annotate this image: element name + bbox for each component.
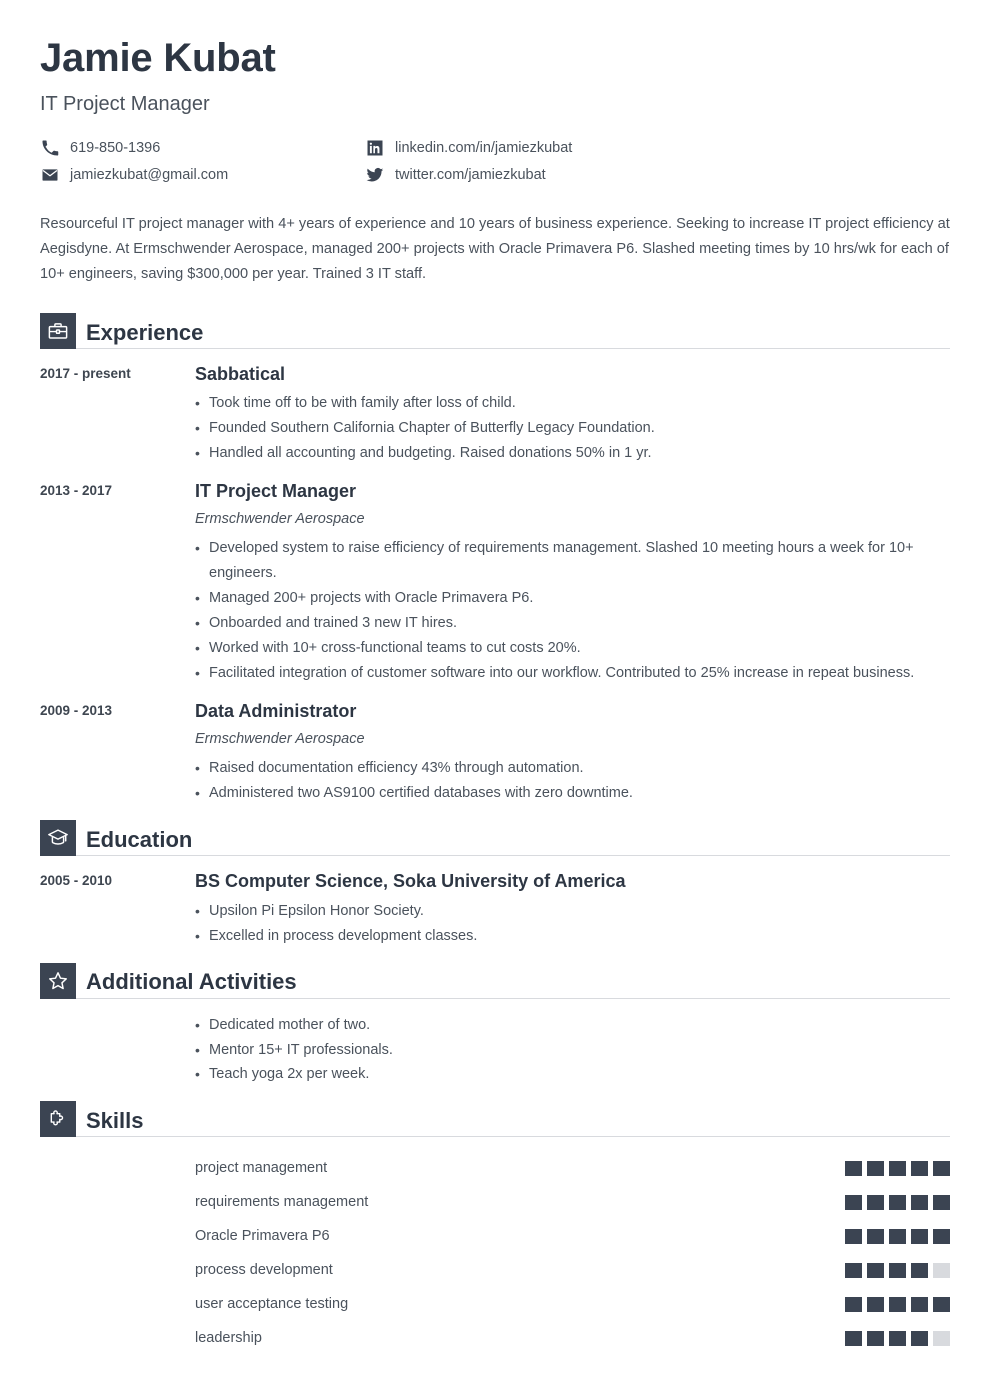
skill-dot: [933, 1161, 950, 1176]
skill-dot: [933, 1195, 950, 1210]
resume-header: [40, 36, 950, 186]
skill-dot: [911, 1263, 928, 1278]
skill-row: [195, 1287, 950, 1321]
skill-name: Oracle Primavera P6: [195, 1228, 330, 1245]
skill-dot: [845, 1297, 862, 1312]
skill-name: process development: [195, 1262, 333, 1279]
experience-entry: [40, 480, 950, 686]
skill-dot: [911, 1229, 928, 1244]
list-item: • Teach yoga 2x per week.: [195, 1062, 950, 1087]
section-title-skills: Skills: [86, 1108, 144, 1134]
section-experience: [40, 313, 950, 806]
entry-date: 2013 - 2017: [40, 483, 113, 499]
list-item: • Upsilon Pi Epsilon Honor Society.: [195, 899, 950, 924]
skill-dot: [845, 1161, 862, 1176]
twitter-icon: [365, 165, 385, 185]
skill-name: project management: [195, 1160, 328, 1177]
section-title-additional-activities: Additional Activities: [86, 969, 297, 995]
entry-title: BS Computer Science, Soka University of America: [195, 871, 626, 892]
phone-icon: [40, 138, 60, 158]
skill-row: [195, 1219, 950, 1253]
section-skills: [40, 1101, 950, 1355]
section-header-experience: [40, 313, 950, 349]
list-item: • Facilitated integration of customer software into our workflow. Contributed to 25% increase in repeat business.: [195, 661, 950, 686]
skill-dot: [867, 1161, 884, 1176]
skill-dot: [867, 1195, 884, 1210]
list-item: • Managed 200+ projects with Oracle Primavera P6.: [195, 586, 950, 611]
contact-phone-text: 619-850-1396: [70, 140, 161, 156]
education-entries: [40, 856, 950, 948]
entry-date: 2009 - 2013: [40, 703, 113, 719]
entry-bullets: [195, 756, 950, 806]
skill-dot: [867, 1331, 884, 1346]
section-education: [40, 820, 950, 948]
section-title-education: Education: [86, 827, 193, 853]
list-item: • Handled all accounting and budgeting. Raised donations 50% in 1 yr.: [195, 441, 950, 466]
skill-dot: [867, 1263, 884, 1278]
entry-bullets: [195, 391, 950, 466]
education-entry: [40, 870, 950, 948]
skill-dot: [867, 1229, 884, 1244]
skill-dot: [933, 1229, 950, 1244]
skill-dot: [845, 1331, 862, 1346]
additional-activities-entries: [40, 999, 950, 1088]
skill-dot: [889, 1195, 906, 1210]
entry-bullets: [195, 1013, 950, 1088]
contact-twitter-text: twitter.com/jamiezkubat: [395, 167, 546, 184]
skill-name: requirements management: [195, 1194, 369, 1211]
skill-rating: [845, 1229, 950, 1244]
contact-phone[interactable]: [40, 138, 365, 158]
contact-email-text: jamiezkubat@gmail.com: [70, 167, 229, 184]
entry-date: [40, 1013, 195, 1088]
entry-date: 2005 - 2010: [40, 873, 113, 889]
skill-row: [195, 1185, 950, 1219]
skill-dot: [889, 1331, 906, 1346]
skill-rating: [845, 1161, 950, 1176]
section-header-additional-activities: [40, 963, 950, 999]
entry-bullets: [195, 899, 950, 949]
professional-summary: Resourceful IT project manager with 4+ years of experience and 10 years of business experience. Seeking to increase IT project efficiency at Aegisdyne. At Ermschwender Aerospace, managed 200+ projects with Oracle Primavera P6. Slashed meeting times by 10 hrs/wk for each of 10+ engineers, saving $300,000 per year. Trained 3 IT staff.: [40, 215, 950, 282]
star-icon: [40, 963, 76, 999]
contact-linkedin[interactable]: [365, 138, 950, 158]
entry-date: 2017 - present: [40, 365, 131, 381]
briefcase-icon: [40, 313, 76, 349]
job-title: IT Project Manager: [40, 93, 210, 115]
entry-title: Data Administrator: [195, 701, 357, 722]
contact-email[interactable]: [40, 165, 365, 185]
skill-dot: [911, 1161, 928, 1176]
entry-organization: Ermschwender Aerospace: [195, 510, 365, 527]
skill-name: leadership: [195, 1330, 262, 1347]
email-icon: [40, 165, 60, 185]
skill-dot: [889, 1263, 906, 1278]
skill-dot: [911, 1297, 928, 1312]
experience-entry: [40, 700, 950, 806]
experience-entry: [40, 363, 950, 466]
skill-rating: [845, 1297, 950, 1312]
section-title-experience: Experience: [86, 319, 204, 345]
skill-rating: [845, 1263, 950, 1278]
list-item: • Raised documentation efficiency 43% through automation.: [195, 756, 950, 781]
graduation-cap-icon: [40, 820, 76, 856]
list-item: • Founded Southern California Chapter of Butterfly Legacy Foundation.: [195, 416, 950, 441]
skill-dot: [911, 1331, 928, 1346]
list-item: • Administered two AS9100 certified databases with zero downtime.: [195, 781, 950, 806]
skill-dot: [933, 1331, 950, 1346]
skill-name: user acceptance testing: [195, 1296, 349, 1313]
skill-rating: [845, 1195, 950, 1210]
linkedin-icon: [365, 138, 385, 158]
entry-title: Sabbatical: [195, 363, 286, 384]
skill-dot: [845, 1195, 862, 1210]
skill-row: [195, 1253, 950, 1287]
skill-dot: [889, 1297, 906, 1312]
skill-dot: [933, 1297, 950, 1312]
skill-rating: [845, 1331, 950, 1346]
list-item: • Worked with 10+ cross-functional teams to cut costs 20%.: [195, 636, 950, 661]
list-item: • Dedicated mother of two.: [195, 1013, 950, 1038]
contact-twitter[interactable]: [365, 165, 950, 185]
page-title: Jamie Kubat: [40, 36, 276, 80]
skill-dot: [845, 1263, 862, 1278]
skill-dot: [867, 1297, 884, 1312]
entry-organization: Ermschwender Aerospace: [195, 730, 365, 747]
entry-bullets: [195, 536, 950, 686]
skill-dot: [889, 1161, 906, 1176]
list-item: • Took time off to be with family after loss of child.: [195, 391, 950, 416]
list-item: • Developed system to raise efficiency of requirements management. Slashed 10 meeting hours a week for 10+ engineers.: [195, 536, 950, 586]
section-additional-activities: [40, 963, 950, 1088]
entry-title: IT Project Manager: [195, 481, 357, 502]
section-header-skills: [40, 1101, 950, 1137]
puzzle-piece-icon: [40, 1101, 76, 1137]
skills-list: [40, 1137, 950, 1355]
skill-row: [195, 1321, 950, 1355]
skill-dot: [845, 1229, 862, 1244]
contact-linkedin-text: linkedin.com/in/jamiezkubat: [395, 140, 573, 156]
list-item: • Mentor 15+ IT professionals.: [195, 1038, 950, 1063]
section-header-education: [40, 820, 950, 856]
contact-info: [40, 138, 950, 186]
experience-entries: [40, 349, 950, 806]
additional-activities-entry: [40, 1013, 950, 1088]
skill-dot: [933, 1263, 950, 1278]
list-item: • Excelled in process development classes.: [195, 924, 950, 949]
skill-dot: [911, 1195, 928, 1210]
skill-dot: [889, 1229, 906, 1244]
skill-row: [195, 1151, 950, 1185]
list-item: • Onboarded and trained 3 new IT hires.: [195, 611, 950, 636]
